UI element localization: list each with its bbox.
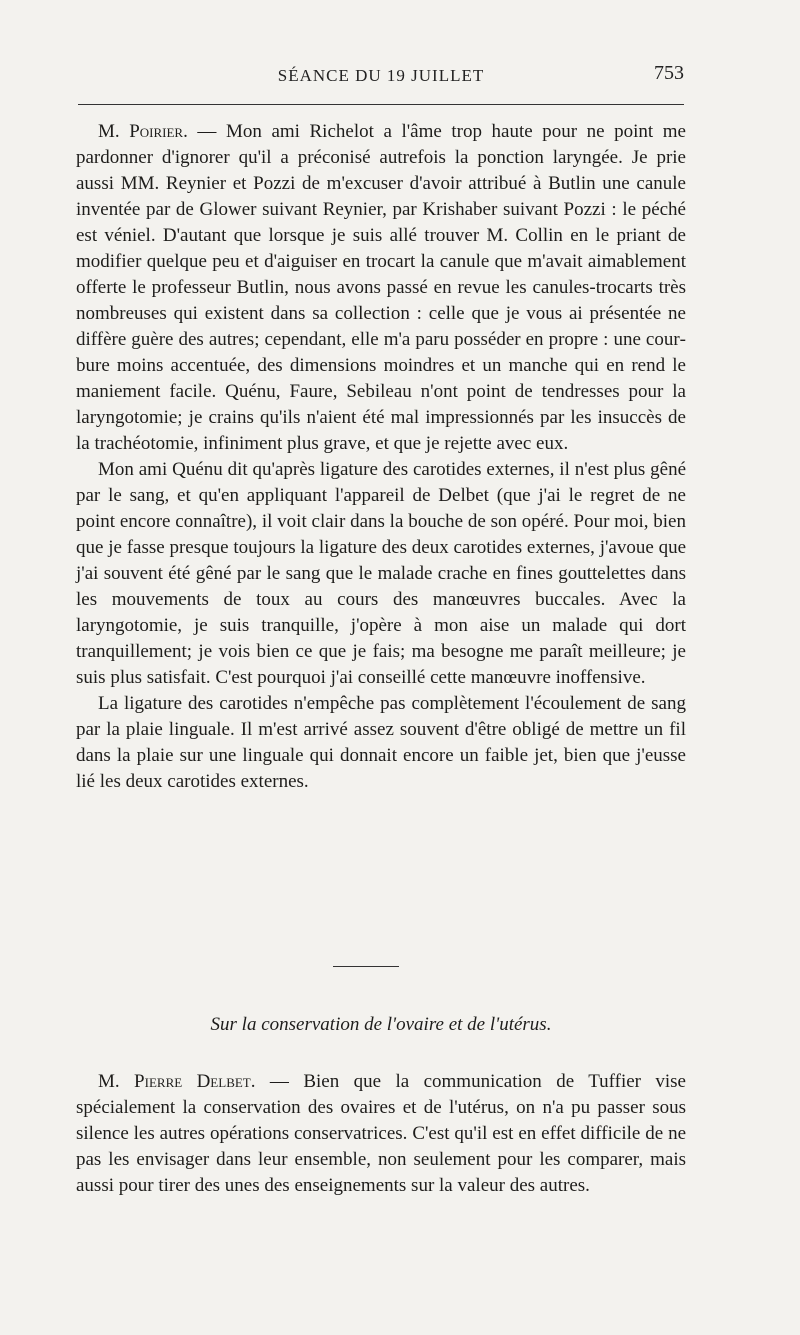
paragraph: Mon ami Quénu dit qu'après ligature des carotides externes, il n'est plus gêné par le sang, et qu'en appliquant l'appareil de Delbet (que j'ai le regret de ne point encore connaître), il voit clair dans la bouche de son opéré. Pour moi, bien que je fasse presque toujours la ligature des deux carotides externes, j'avoue que j'ai souvent été gêné par le sang que le malade crache en fines gouttelettes dans les mouvements de toux au cours des manœuvres buccales. Avec la laryngotomie, je suis tranquille, j'opère à mon aise un malade qui dort tranquillement; je vois bien ce que je fais; ma besogne me paraît meilleure; je suis plus satisfait. C'est pourquoi j'ai conseillé cette manœuvre inoffensive.: [76, 459, 686, 688]
section-title: Sur la conservation de l'ovaire et de l'utérus.: [210, 1014, 552, 1035]
paragraph: [76, 1069, 686, 1199]
section-divider: [333, 966, 399, 967]
speaker-name: M. Poirier.: [98, 121, 188, 142]
paragraph: [76, 119, 686, 457]
header-rule: [78, 104, 684, 105]
paragraph-text: — Mon ami Richelot a l'âme trop haute pour ne point me pardonner d'ignorer qu'il a préconisé autrefois la ponction laryngée. Je prie aussi MM. Reynier et Pozzi de m'excuser d'avoir attribué à Butlin une canule inventée par de Glower suivant Reynier, par Krishaber suivant Pozzi : le péché est véniel. D'autant que lorsque je suis allé trouver M. Collin en le priant de modifier quelque peu et d'aiguiser en trocart la canule que m'avait aimablement offerte le professeur Butlin, nous avons passé en revue les canules-trocarts très nombreuses qui existent dans sa collection : celle que je vous ai présentée ne diffère guère des autres; cependant, elle m'a paru posséder en propre : une courbure moins accentuée, des dimensions moindres et un manche qui en rend le maniement facile. Quénu, Faure, Sebileau n'ont point de tendresses pour la laryngotomie; je crains qu'ils n'aient été mal impressionnés par les insuccès de la trachéotomie, infiniment plus grave, et que je rejette avec eux.: [76, 121, 686, 454]
running-header: [78, 62, 684, 92]
page-number: 753: [654, 62, 684, 84]
poirier-remarks: [76, 119, 686, 795]
paragraph: La ligature des carotides n'empêche pas complètement l'écoulement de sang par la plaie linguale. Il m'est arrivé assez souvent d'être obligé de mettre un fil dans la plaie sur une linguale qui donnait encore un faible jet, bien que j'eusse lié les deux carotides externes.: [76, 693, 686, 792]
delbet-remarks: [76, 1069, 686, 1199]
speaker-name: M. Pierre Delbet.: [98, 1071, 256, 1092]
paragraph-text: — Bien que la communication de Tuffier vise spécialement la conservation des ovaires et de l'utérus, on n'a pu passer sous silence les autres opérations conservatrices. C'est qu'il est en effet difficile de ne pas les envisager dans leur ensemble, non seulement pour les comparer, mais aussi pour tirer des unes des enseignements sur la valeur des autres.: [76, 1071, 686, 1196]
running-title: SÉANCE DU 19 JUILLET: [277, 66, 485, 85]
